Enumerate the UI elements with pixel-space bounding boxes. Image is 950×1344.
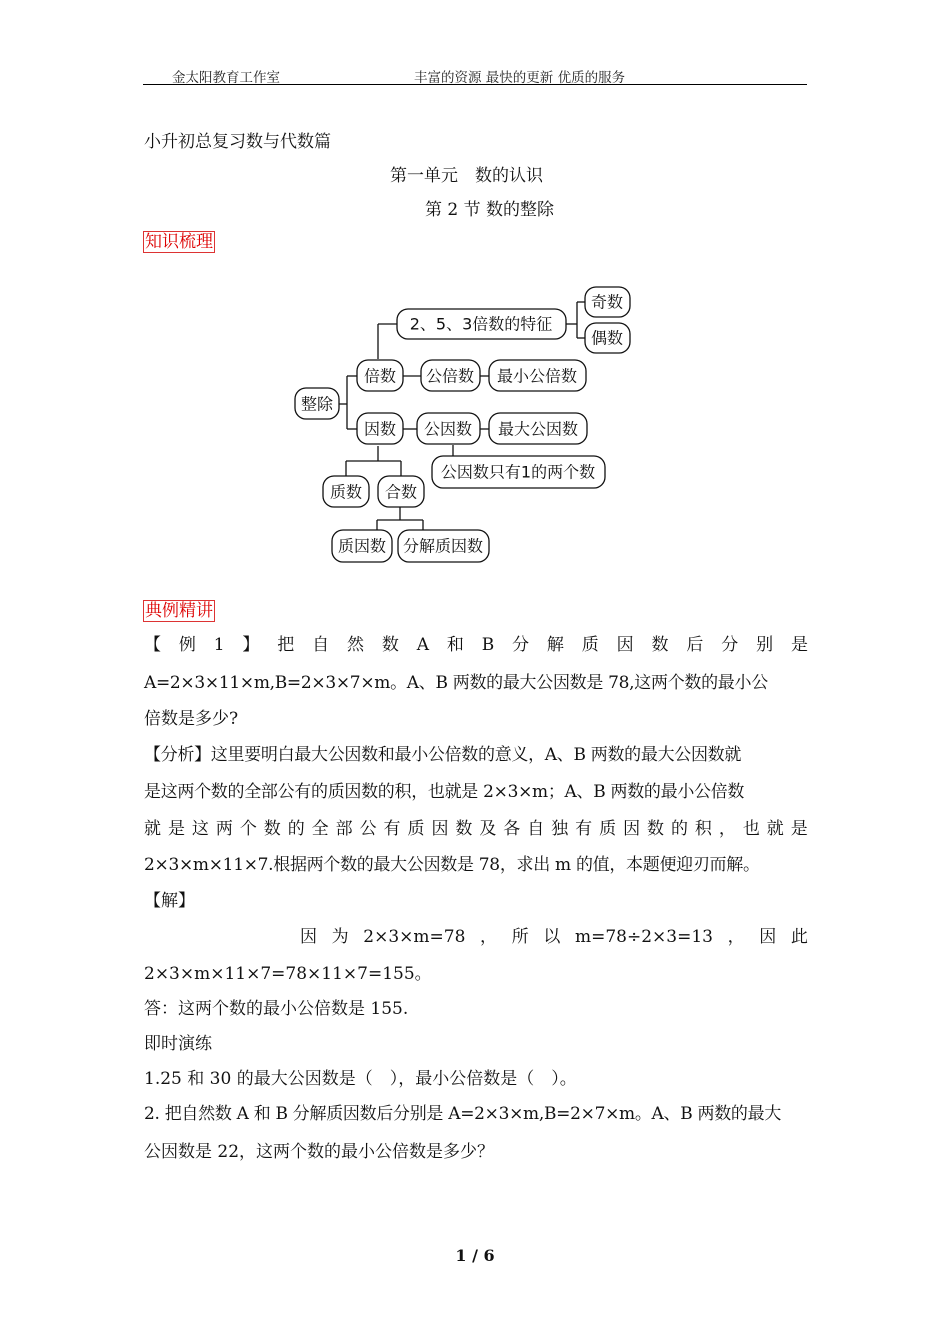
example1-line1-token: 数 (381, 635, 399, 655)
analysis-line3-token: 各 (503, 819, 521, 839)
solution-line1-token: 2×3×m=78 (363, 927, 466, 947)
analysis-line3-token: 全 (311, 819, 329, 839)
node-root-box (295, 388, 339, 419)
solution-line1-token: 此 (790, 927, 808, 947)
example1-line1-token: 别 (756, 635, 774, 655)
analysis-line3-token: 公 (359, 819, 377, 839)
node-factor: 因数 (363, 419, 397, 439)
examples-label: 典例精讲 (145, 601, 213, 621)
analysis-line3-token: 这 (191, 819, 209, 839)
node-composite-box (378, 476, 424, 507)
example1-line1-token: 质 (581, 635, 599, 655)
knowledge-label: 知识梳理 (145, 232, 213, 252)
analysis-line3-token: 两 (215, 819, 233, 839)
node-coprime: 公因数只有1的两个数 (440, 462, 596, 482)
node-odd-box (585, 287, 630, 317)
analysis-line3-token: 部 (335, 819, 353, 839)
analysis-line3-token: 的 (287, 819, 305, 839)
example1-line2: A=2×3×11×m,B=2×3×7×m。A、B 两数的最大公因数是 78,这两个数的最小公 (144, 673, 768, 693)
node-multiple-box (357, 360, 403, 391)
analysis-line3-token: 就 (766, 819, 784, 839)
node-factorize: 分解质因数 (402, 536, 484, 556)
node-common-multiple-box (421, 360, 480, 391)
analysis-line3 (144, 818, 808, 840)
node-lcm-box (489, 360, 586, 391)
section-title: 第 2 节 数的整除 (425, 200, 555, 220)
analysis-line3-token: 有 (383, 819, 401, 839)
example1-line1-token: 因 (616, 635, 634, 655)
analysis-line3-token: 数 (263, 819, 281, 839)
example1-line1-token: 是 (790, 635, 808, 655)
analysis-line3-token: 及 (479, 819, 497, 839)
example1-line1-token: 把 (277, 635, 295, 655)
analysis-line3-token: 因 (623, 819, 641, 839)
node-common-factor-box (417, 413, 480, 444)
solution-line1-token: ， (727, 927, 745, 947)
node-root: 整除 (300, 394, 334, 414)
solution-line1-token: 以 (543, 927, 561, 947)
example1-line1-token: 分 (721, 635, 739, 655)
practice-q2-line2: 公因数是 22，这两个数的最小公倍数是多少？ (144, 1142, 495, 1162)
node-prime-factor: 质因数 (337, 536, 387, 556)
node-common-multiple: 公倍数 (425, 366, 475, 386)
analysis-line1: 【分析】这里要明白最大公因数和最小公倍数的意义，A、B 两数的最大公因数就 (144, 745, 742, 765)
unit-title: 第一单元 数的认识 (390, 166, 543, 186)
example1-line1-token: 然 (346, 635, 364, 655)
analysis-line3-token: 自 (527, 819, 545, 839)
analysis-line3-token: 数 (647, 819, 665, 839)
analysis-line3-token: 因 (431, 819, 449, 839)
example1-line1 (144, 634, 808, 656)
book-title: 小升初总复习数与代数篇 (144, 132, 331, 152)
header-left: 金太阳教育工作室 (172, 70, 280, 86)
node-gcd-box (489, 413, 587, 444)
analysis-line3-token: 的 (670, 819, 688, 839)
node-multiple: 倍数 (363, 366, 397, 386)
node-coprime-box (432, 456, 605, 488)
node-prime-box (323, 476, 369, 507)
example1-line1-token: 】 (242, 635, 260, 655)
header-divider (143, 84, 807, 85)
node-common-factor: 公因数 (423, 419, 473, 439)
analysis-line3-token: 就 (144, 819, 161, 839)
example1-line1-token: 【 (144, 635, 161, 655)
example1-line3: 倍数是多少? (144, 709, 239, 729)
analysis-line3-token: ， (718, 819, 736, 839)
node-features: 2、5、3倍数的特征 (409, 314, 553, 334)
analysis-line3-token: 有 (575, 819, 593, 839)
node-lcm: 最小公倍数 (496, 366, 578, 386)
solution-line1-token: 所 (511, 927, 529, 947)
node-features-box (397, 309, 566, 339)
solution-label: 【解】 (144, 891, 195, 911)
analysis-line3-token: 也 (742, 819, 760, 839)
node-composite: 合数 (384, 482, 418, 502)
analysis-line3-token: 个 (239, 819, 257, 839)
example1-line1-token: 解 (546, 635, 564, 655)
analysis-line3-token: 是 (790, 819, 808, 839)
analysis-line4: 2×3×m×11×7.根据两个数的最大公因数是 78，求出 m 的值，本题便迎刃而解。 (144, 855, 760, 875)
solution-line1-token: m=78÷2×3=13 (574, 927, 713, 947)
node-odd: 奇数 (590, 292, 624, 312)
example1-line1-token: 后 (686, 635, 704, 655)
example1-line1-token: B (481, 635, 495, 655)
node-even: 偶数 (590, 328, 624, 348)
analysis-line3-token: 积 (694, 819, 712, 839)
answer-line: 答：这两个数的最小公倍数是 155. (144, 999, 409, 1019)
node-prime-factor-box (332, 530, 392, 562)
solution-line1 (300, 926, 808, 948)
analysis-line3-token: 质 (599, 819, 617, 839)
node-gcd: 最大公因数 (497, 419, 579, 439)
example1-line1-token: 例 (178, 635, 196, 655)
example1-line1-token: A (416, 635, 429, 655)
solution-line1-token: 因 (300, 927, 317, 947)
example1-line1-token: 自 (312, 635, 330, 655)
node-prime: 质数 (329, 482, 363, 502)
example1-line1-token: 分 (512, 635, 530, 655)
practice-q2-line1: 2. 把自然数 A 和 B 分解质因数后分别是 A=2×3×m,B=2×7×m。A、B 两数的最大 (144, 1104, 782, 1124)
analysis-line2: 是这两个数的全部公有的质因数的积，也就是 2×3×m；A、B 两数的最小公倍数 (144, 782, 745, 802)
analysis-line3-token: 数 (455, 819, 473, 839)
example1-line1-token: 和 (446, 635, 464, 655)
analysis-line3-token: 是 (167, 819, 185, 839)
node-factor-box (357, 413, 403, 444)
practice-q1: 1.25 和 30 的最大公因数是（ ），最小公倍数是（ ）。 (144, 1069, 577, 1089)
node-even-box (585, 323, 630, 353)
example1-line1-token: 1 (213, 635, 225, 655)
node-factorize-box (398, 530, 489, 562)
solution-line1-token: 为 (331, 927, 349, 947)
solution-line1-token: ， (480, 927, 498, 947)
solution-line2: 2×3×m×11×7=78×11×7=155。 (144, 964, 432, 984)
analysis-line3-token: 质 (407, 819, 425, 839)
example1-line1-token: 数 (651, 635, 669, 655)
analysis-line3-token: 独 (551, 819, 569, 839)
practice-title: 即时演练 (144, 1034, 212, 1054)
header-right: 丰富的资源 最快的更新 优质的服务 (414, 70, 626, 86)
solution-line1-token: 因 (759, 927, 777, 947)
page-number: 1 / 6 (455, 1246, 495, 1265)
